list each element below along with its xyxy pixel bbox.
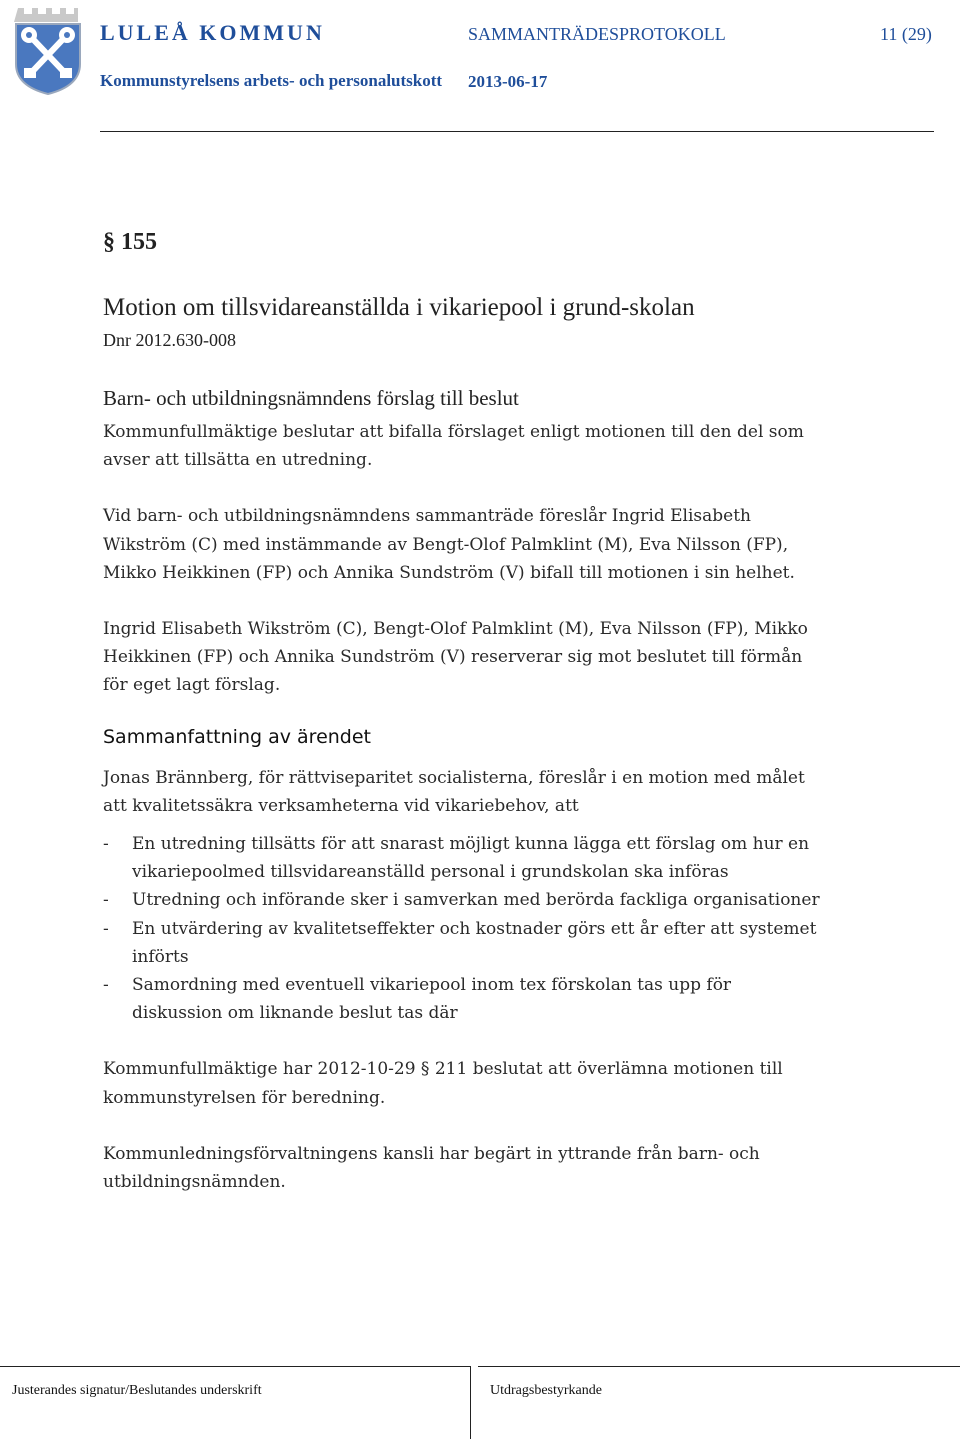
meeting-date: 2013-06-17 — [468, 72, 548, 91]
organization-name: LULEÅ KOMMUN — [100, 20, 325, 45]
referral-paragraph: Kommunfullmäktige har 2012-10-29 § 211 beslutat att överlämna motionen till kommunstyrelsen för beredning. — [103, 1059, 783, 1108]
signature-box — [0, 1366, 471, 1439]
section-number: § 155 — [103, 229, 157, 255]
list-item-text: Utredning och införande sker i samverkan med berörda fackliga organisationer — [132, 890, 820, 911]
proposal-list — [103, 830, 823, 1027]
coat-of-arms-keys-icon — [12, 4, 84, 96]
bullet-dash: - — [103, 834, 109, 855]
reservation-paragraph: Ingrid Elisabeth Wikström (C), Bengt-Olof Palmklint (M), Eva Nilsson (FP), Mikko Heikkinen (FP) och Annika Sundström (V) reserverar sig mot beslutet till förmån för eget lagt förslag. — [103, 619, 808, 696]
list-item — [103, 830, 823, 886]
committee-name: Kommunstyrelsens arbets- och personalutskott — [100, 71, 443, 90]
footer-divider-right — [478, 1366, 960, 1367]
meeting-paragraph: Vid barn- och utbildningsnämndens sammanträde föreslår Ingrid Elisabeth Wikström (C) med instämmande av Bengt-Olof Palmklint (M), Eva Nilsson (FP), Mikko Heikkinen (FP) och Annika Sundström (V) bifall till motionen i sin helhet. — [103, 506, 795, 583]
summary-heading: Sammanfattning av ärendet — [103, 725, 371, 748]
proposal-heading: Barn- och utbildningsnämndens förslag till beslut — [103, 386, 519, 410]
list-item — [103, 971, 823, 1027]
consultation-paragraph: Kommunledningsförvaltningens kansli har begärt in yttrande från barn- och utbildningsnämnden. — [103, 1143, 760, 1193]
certification-label: Utdragsbestyrkande — [490, 1383, 602, 1398]
bullet-dash: - — [103, 890, 109, 911]
list-item — [103, 886, 823, 914]
list-item-text: En utvärdering av kvalitetseffekter och kostnader görs ett år efter att systemet införts — [132, 918, 817, 967]
list-item-text: En utredning tillsätts för att snarast möjligt kunna lägga ett förslag om hur en vikariepoolmed tillsvidareanställd personal i grundskolan ska införas — [132, 834, 810, 883]
registration-number: Dnr 2012.630-008 — [103, 330, 236, 350]
proposal-text: Kommunfullmäktige beslutar att bifalla förslaget enligt motionen till den del som avser att tillsätta en utredning. — [103, 422, 804, 471]
list-item-text: Samordning med eventuell vikariepool inom tex förskolan tas upp för diskussion om liknande beslut tas där — [132, 975, 732, 1024]
item-title: Motion om tillsvidareanställda i vikariepool i grund-skolan — [103, 294, 695, 321]
bullet-dash: - — [103, 975, 109, 996]
header-divider — [100, 131, 934, 132]
page-number: 11 (29) — [880, 24, 932, 44]
document-type: SAMMANTRÄDESPROTOKOLL — [468, 24, 726, 44]
summary-intro: Jonas Brännberg, för rättviseparitet socialisterna, föreslår i en motion med målet att kvalitetssäkra verksamheterna vid vikariebehov, att — [103, 767, 805, 816]
bullet-dash: - — [103, 918, 109, 939]
signature-label: Justerandes signatur/Beslutandes underskrift — [12, 1383, 262, 1398]
list-item — [103, 915, 823, 971]
protocol-body — [103, 220, 823, 1224]
